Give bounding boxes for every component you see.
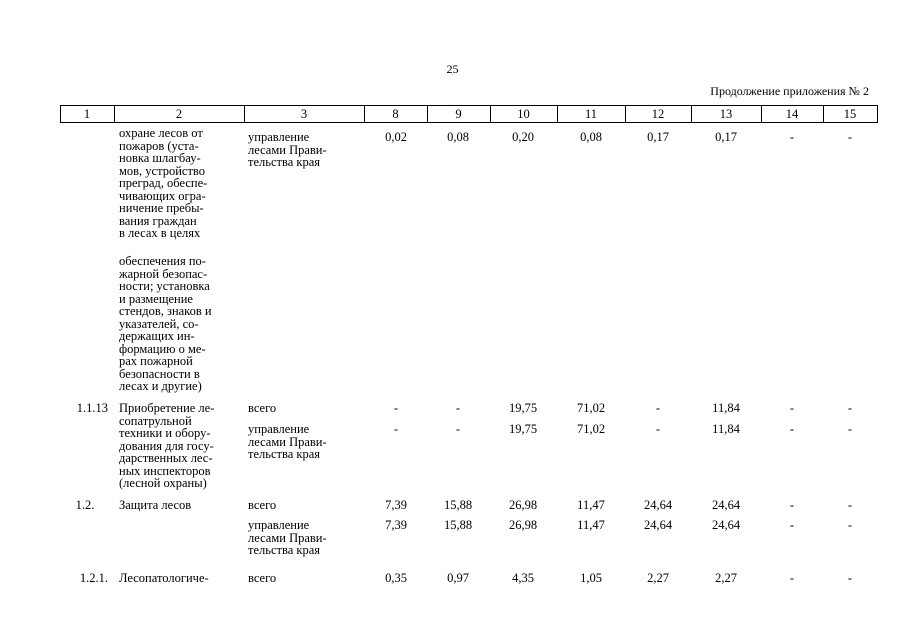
column-header: 8 (392, 107, 399, 121)
column-header: 3 (300, 107, 308, 121)
table-cell-value: 24,64 (643, 498, 673, 512)
table-cell-value: 11,47 (577, 518, 605, 532)
table-cell-value: - (847, 498, 853, 512)
table-cell-value: - (847, 130, 853, 144)
table-cell-value: 0,20 (512, 130, 534, 144)
table-cell-value: - (847, 401, 853, 415)
table-cell-value: 19,75 (508, 422, 538, 436)
continuation-caption: Продолжение приложения № 2 (710, 84, 869, 98)
table-cell-value: 19,75 (508, 401, 538, 415)
column-header: 12 (651, 107, 665, 121)
table-cell-value: 0,17 (715, 130, 737, 144)
table-cell-value: 26,98 (508, 498, 538, 512)
table-cell-value: 2,27 (715, 571, 737, 585)
table-cell-value: - (789, 571, 795, 585)
executor-name: управление лесами Прави- тельства края (248, 518, 327, 557)
table-cell-value: 15,88 (443, 518, 473, 532)
table-cell-value: 4,35 (512, 571, 534, 585)
table-cell-value: - (847, 518, 853, 532)
item-name: охране лесов от пожаров (уста- новка шлагбау- мов, устройство преград, обеспе- чивающих огра- ничение пребы- вания граждан в лесах в целях (119, 126, 208, 240)
executor-name: всего (248, 571, 277, 585)
column-header: 15 (843, 107, 857, 121)
table-cell-value: 0,02 (385, 130, 407, 144)
column-header: 1 (83, 107, 91, 121)
table-cell-value: 7,39 (385, 498, 407, 512)
table-cell-value: 11,84 (712, 401, 740, 415)
table-cell-value: - (655, 401, 661, 415)
item-name: Защита лесов (119, 498, 192, 512)
table-cell-value: - (789, 401, 795, 415)
column-header: 9 (455, 107, 462, 121)
table-cell-value: 24,64 (643, 518, 673, 532)
table-cell-value: 11,47 (577, 498, 605, 512)
table-cell-value: 0,35 (385, 571, 407, 585)
table-cell-value: - (455, 401, 461, 415)
table-cell-value: 7,39 (385, 518, 407, 532)
table-cell-value: 0,08 (447, 130, 469, 144)
table-cell-value: - (847, 571, 853, 585)
table-cell-value: - (455, 422, 461, 436)
table-cell-value: - (789, 422, 795, 436)
table-cell-value: 0,08 (580, 130, 602, 144)
table-cell-value: 71,02 (576, 401, 606, 415)
table-header-bottom-border (60, 122, 877, 123)
table-cell-value: - (393, 401, 399, 415)
column-header: 11 (584, 107, 598, 121)
table-cell-value: - (393, 422, 399, 436)
table-cell-value: 24,64 (711, 518, 741, 532)
table-cell-value: - (847, 422, 853, 436)
header-column-divider (877, 105, 878, 123)
table-cell-value: 71,02 (576, 422, 606, 436)
item-number: 1.2. (75, 498, 95, 512)
item-name-continued: обеспечения по- жарной безопас- ности; установка и размещение стендов, знаков и указателей, со- держащих ин- формацию о ме- рах пожарной безопасности в лесах и другие) (119, 254, 212, 393)
executor-name: всего (248, 401, 277, 415)
table-cell-value: 0,17 (647, 130, 669, 144)
page-number: 25 (446, 62, 459, 76)
item-number: 1.1.13 (76, 401, 108, 415)
table-cell-value: - (789, 498, 795, 512)
table-cell-value: 1,05 (580, 571, 602, 585)
table-cell-value: - (789, 518, 795, 532)
table-cell-value: 0,97 (447, 571, 469, 585)
item-number: 1.2.1. (79, 571, 108, 585)
executor-name: управление лесами Прави- тельства края (248, 130, 327, 169)
column-header: 2 (175, 107, 183, 121)
table-cell-value: 11,84 (712, 422, 740, 436)
table-cell-value: 26,98 (508, 518, 538, 532)
column-header: 10 (517, 107, 530, 121)
item-name: Лесопатологиче- (119, 571, 209, 585)
table-cell-value: 15,88 (443, 498, 473, 512)
column-header: 13 (719, 107, 733, 121)
executor-name: управление лесами Прави- тельства края (248, 422, 327, 461)
table-cell-value: 24,64 (711, 498, 741, 512)
executor-name: всего (248, 498, 277, 512)
item-name: Приобретение ле- сопатрульной техники и обору- дования для госу- дарственных лес- ных инспекторов (лесной охраны) (119, 401, 215, 490)
column-header: 14 (785, 107, 799, 121)
table-cell-value: - (655, 422, 661, 436)
table-cell-value: - (789, 130, 795, 144)
table-cell-value: 2,27 (647, 571, 669, 585)
